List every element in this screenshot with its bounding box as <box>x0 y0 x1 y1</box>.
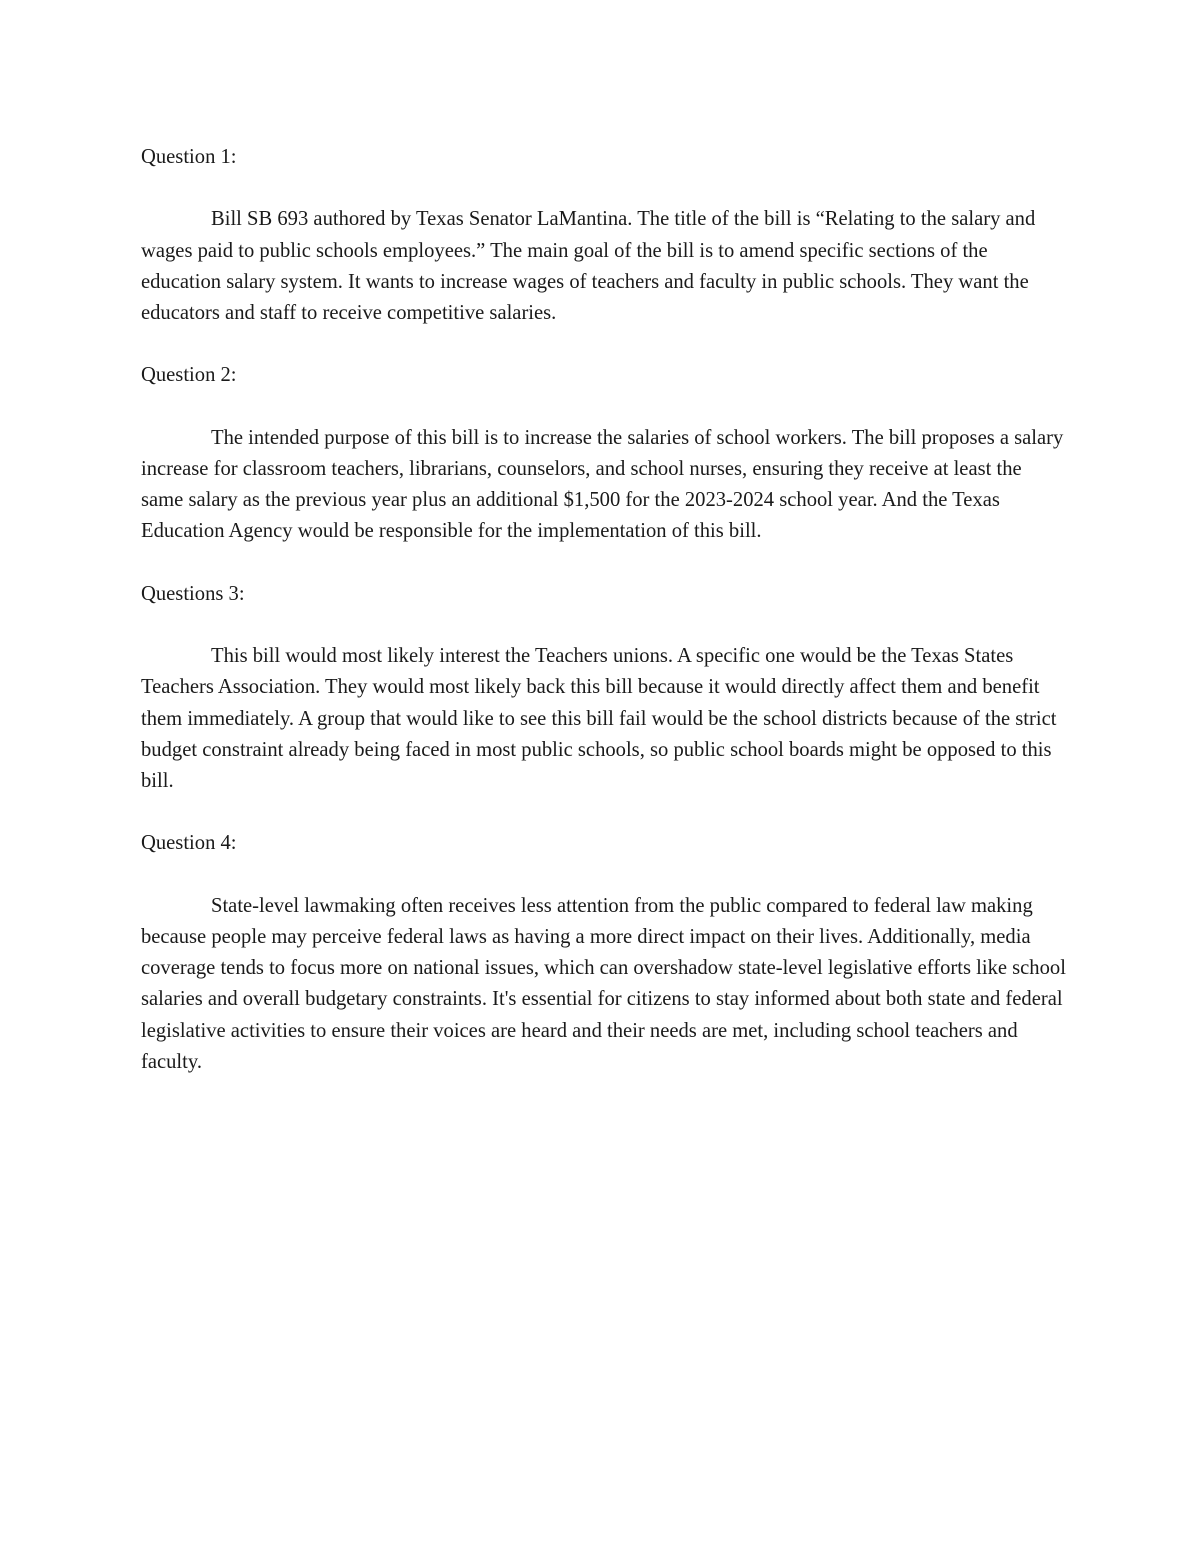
question-4-answer: State-level lawmaking often receives less attention from the public compared to federal law making because people may perceive federal laws as having a more direct impact on their lives. Additionally, media coverage tends to focus more on national issues, which can overshadow state-level legislative efforts like school salaries and overall budgetary constraints. It's essential for citizens to stay informed about both state and federal legislative activities to ensure their voices are heard and their needs are met, including school teachers and faculty. <box>141 894 1066 1073</box>
question-2-section <box>141 360 1066 547</box>
question-4-heading: Question 4: <box>141 832 237 855</box>
question-3-section <box>141 579 1066 797</box>
question-1-answer: Bill SB 693 authored by Texas Senator LaMantina. The title of the bill is “Relating to the salary and wages paid to public schools employees.” The main goal of the bill is to amend specific sections of the education salary system. It wants to increase wages of teachers and faculty in public schools. They want the educators and staff to receive competitive salaries. <box>141 208 1036 324</box>
question-1-heading: Question 1: <box>141 146 237 168</box>
question-3-heading: Questions 3: <box>141 582 245 605</box>
question-3-answer: This bill would most likely interest the Teachers unions. A specific one would be the Texas States Teachers Association. They would most likely back this bill because it would directly affect them and benefit them immediately. A group that would like to see this bill fail would be the school districts because of the strict budget constraint already being faced in most public schools, so public school boards might be opposed to this bill. <box>141 645 1057 792</box>
question-2-answer: The intended purpose of this bill is to increase the salaries of school workers. The bill proposes a salary increase for classroom teachers, librarians, counselors, and school nurses, ensuring they receive at least the same salary as the previous year plus an additional $1,500 for the 2023-2024 school year. And the Texas Education Agency would be responsible for the implementation of this bill. <box>141 426 1064 543</box>
question-4-section <box>141 828 1066 1078</box>
question-2-heading: Question 2: <box>141 364 237 387</box>
document-body <box>141 142 1066 1109</box>
question-1-section <box>141 142 1066 329</box>
